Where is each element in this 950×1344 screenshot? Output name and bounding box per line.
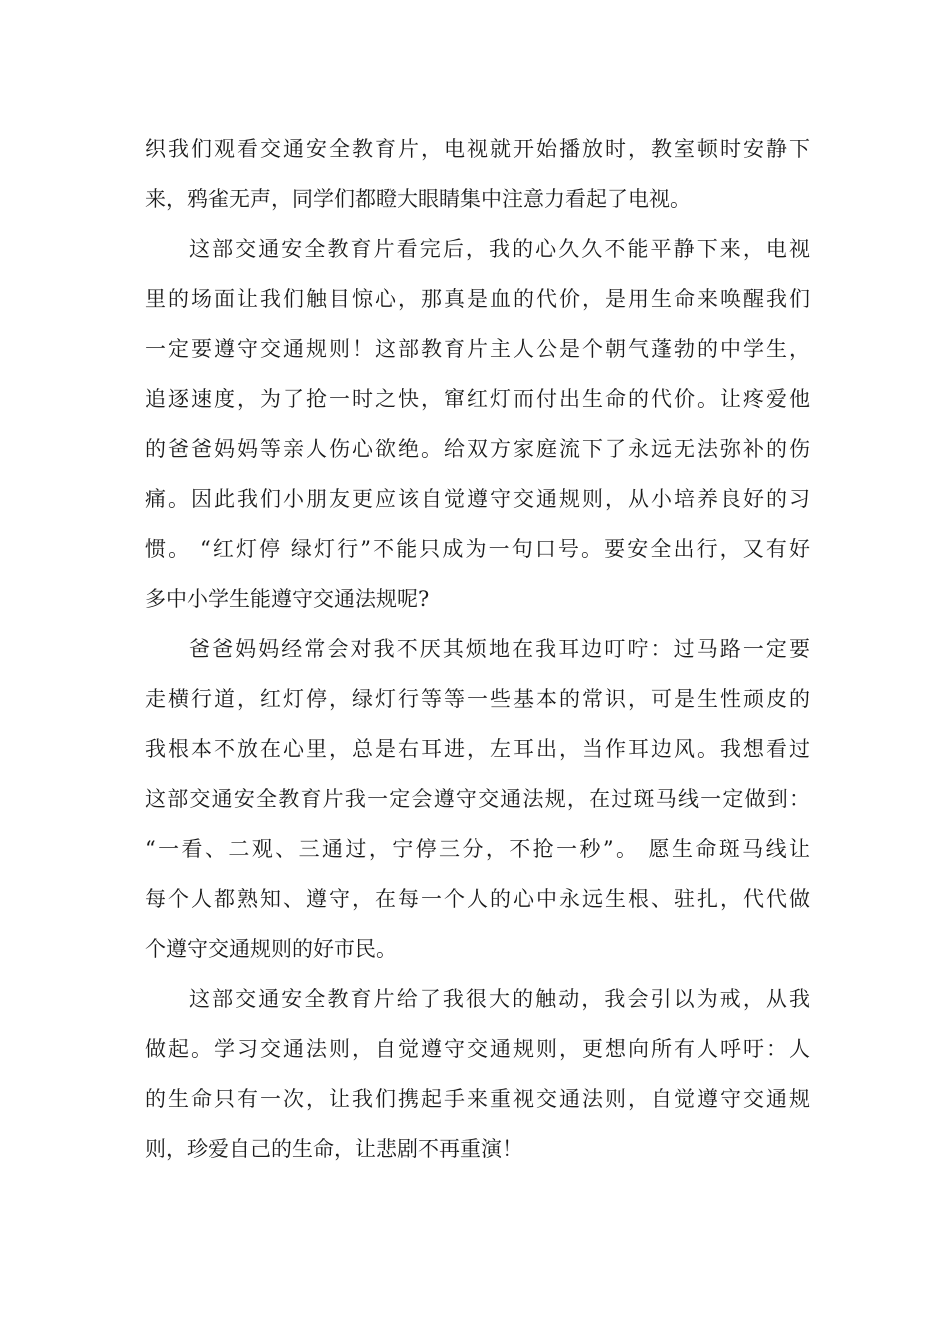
text-line: 我根本不放在心里，总是右耳进，左耳出，当作耳边风。我想看过 (145, 737, 810, 761)
text-line: “一看、二观、三通过，宁停三分，不抢一秒”。 愿生命斑马线让 (145, 837, 810, 861)
text-line: 这部交通安全教育片我一定会遵守交通法规，在过斑马线一定做到： (145, 787, 810, 811)
text-line: 这部交通安全教育片给了我很大的触动，我会引以为戒，从我 (189, 987, 810, 1011)
text-line: 的生命只有一次，让我们携起手来重视交通法则，自觉遵守交通规 (145, 1087, 810, 1111)
text-line: 痛。因此我们小朋友更应该自觉遵守交通规则，从小培养良好的习 (145, 487, 810, 511)
text-line: 爸爸妈妈经常会对我不厌其烦地在我耳边叮咛：过马路一定要 (189, 637, 810, 661)
text-line: 个遵守交通规则的好市民。 (145, 937, 397, 961)
text-line: 惯。 “红灯停 绿灯行”不能只成为一句口号。要安全出行，又有好 (145, 537, 810, 561)
paragraph-4 (145, 974, 810, 1174)
text-line: 做起。学习交通法则，自觉遵守交通规则，更想向所有人呼吁：人 (145, 1037, 810, 1061)
text-line: 则，珍爱自己的生命，让悲剧不再重演！ (145, 1137, 523, 1161)
paragraph-1 (145, 124, 810, 224)
paragraph-2 (145, 224, 810, 624)
text-line: 的爸爸妈妈等亲人伤心欲绝。给双方家庭流下了永远无法弥补的伤 (145, 437, 810, 461)
paragraph-3 (145, 624, 810, 974)
text-line: 来，鸦雀无声，同学们都瞪大眼睛集中注意力看起了电视。 (145, 187, 691, 211)
text-line: 追逐速度，为了抢一时之快，窜红灯而付出生命的代价。让疼爱他 (145, 387, 810, 411)
text-line: 这部交通安全教育片看完后，我的心久久不能平静下来，电视 (189, 237, 810, 261)
text-line: 一定要遵守交通规则！这部教育片主人公是个朝气蓬勃的中学生， (145, 337, 810, 361)
text-line: 多中小学生能遵守交通法规呢? (145, 587, 430, 611)
text-line: 走横行道，红灯停，绿灯行等等一些基本的常识，可是生性顽皮的 (145, 687, 810, 711)
document-page (145, 124, 810, 1174)
text-line: 织我们观看交通安全教育片，电视就开始播放时，教室顿时安静下 (145, 137, 810, 161)
text-line: 每个人都熟知、遵守，在每一个人的心中永远生根、驻扎，代代做 (145, 887, 810, 911)
text-line: 里的场面让我们触目惊心，那真是血的代价，是用生命来唤醒我们 (145, 287, 810, 311)
